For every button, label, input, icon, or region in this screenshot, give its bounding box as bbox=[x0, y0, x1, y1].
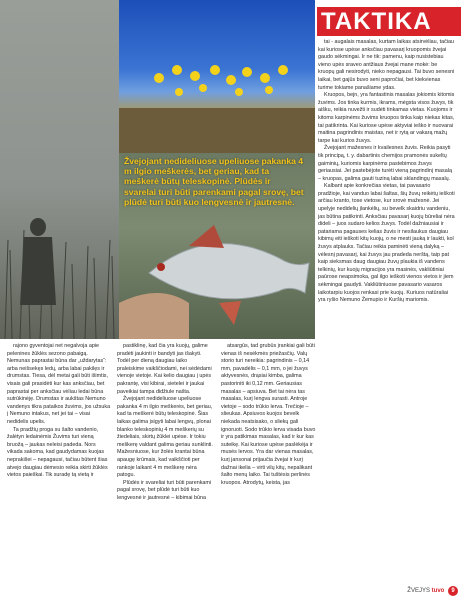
bottom-column-1 bbox=[7, 343, 111, 589]
page-number: 9 bbox=[448, 586, 458, 596]
paragraph: Žvejojant nedideliuose upeliuose pakanka 4 m ilgio meškerės, bet geriau, kad ta meškerė būtų teleskopinė. Šias laikas galima įsigyti labai lengvų, plonai blanko teleskopinių 4 m meškerių su žiedeliais, skirtų žūklei upėse. Ir tokiu meškerę valdant galima geriau sunklinti. Mažesniuose, kur žolės krantai būna apaugę krūmais, kad vaikščioti per rankoje laikant 4 m meškerę nėra patogu. bbox=[117, 396, 213, 479]
paragraph: Kalbant apie konkrečias vietas, tai pavasario pradžioje, kai vanduo labai šaltas, šių žuvų reikėtų ieškoti arčiau kranto, tose vietose, kur srovė mažesnė. Jei upelyje nedidelių įlankėlių, su bevelk skaidriu vandeniu, jas būtina patikrinti. Anksčiau pavasarį kuojų būreliai nėra dideli – juos sudaro kelios žuvys. Todėl dažniausiai ir patariama pagauses kelias žuvis ir nesilaukus daugiau kibimų eiti ieškoti kitų kuojų, o ne mesti jauką ir laukti, kol žuvys atplauks. Tačiau reikia paminėti vieną dalyką – vėlesnį pavasarį, kai žuvys jau pradeda nerštą, taip pat kaip sieksmas daug daugiau žuvų plaukia iš vandens telkinių, kur kuojų migracijos yra masinės, vakliūtiniai paūrose neapsimoka, gal ilgo ieškoti vienos vietos ir jiem sėkmingai gaudyti. Vakliūtiniuose pavasario vasaros laikotarpiu kuojos renkasi prie kuojų. Kuriuos natūraliai yra ryšio Nemuno Žemupio ir Kuršių mariomis. bbox=[318, 183, 455, 304]
page-footer bbox=[388, 586, 458, 596]
bottom-column-2 bbox=[117, 343, 215, 589]
paragraph: pastiklinę, kad čia yra kuojų, galime pradėti jaukinti ir bandyti jas išakyti. Todėl per dieną daugiau laiko praleiskime vaikščiodami, nei sėdėdami vienoje vietoje. Kai kelio daugiau į upės pakrantę, visi kibirai, sietelei ir jaukai paveikiai tampa didžiule našta. bbox=[117, 343, 212, 395]
paragraph: Žvejojant mažesnes ir kvailesnes žuvis. Reikia pasyti tik principą, t. y. dabartinis chemijos pramonės sukeltų gaiminių, kuriomis karpinėms pastebimos žuvys geriausiai. Jei pastebėjote turėti vieną pagrindinį masalą – kruopas, galima gauti tuziną labai sklandingų masalų. bbox=[318, 145, 452, 182]
angler-silhouette bbox=[14, 215, 62, 305]
right-column bbox=[318, 39, 455, 587]
photo-caption: Žvejojant nedideliuose upeliuose pakanka 4 m ilgio meškerės, bet geriau, kad ta meškerė būtų teleskopinė. Plūdės ir svarelai turi būti parenkami pagal srovę, bet plūdė turi būti kuo lengvesnė ir jautresnė. bbox=[124, 156, 304, 207]
paragraph: Kruopos, bejn, yra fantastinis masalas jokiomis kitomis žuvims. Jos tinka kurmis, ikrams, mėgsta visos žuvys, tik aišku, reikia nuvežti ir sudėti tinkamas vietas. Kuojoms ir kitoms karpinėms žuvims kruopos tinka kaip niekas kitas, tai patikrinta. Kai kuriose upėse aktyviai ieško ir nuovarai maitina pagrindinis maistas, net ir rytą ar vakarą mažų tarpe kai kurios žuvys. bbox=[318, 92, 455, 144]
footer-brand: tuvo bbox=[431, 588, 445, 594]
paragraph: atsargūs, tad grubūs įrankiai gali būti vienas iš nesėkmės priežasčių. Valų storio turi nereikia: pagrindinis – 0,14 mm, pavadėlis – 0,1 mm, o jei žuvys aktyvesnės, drąsiai kimba, galima pastoriniti iki 0,12 mm. Geriausias masalas – apsiuva. Bet tai nėra tas masalas, kurį lengva surasti. Antroje vietoje – sodo trūkio lerva. Trečioje – slieukas. Apsiuvos kuojos bevelk niekada neatsisako, o sliekų gali ignoruoti. Sodo trūkio lerva visada buvo ir yra patikimas masalas, kad ir kur kas suteikę. Kai kuriose upėse paslėkėja ir musės lervos. Yra dar vienas masalas, kurį jansonai prijaučia žvejai ir kurį dažnai ikelia – virti vilų kitų, nepalikant šalto menų laiko. Tai tuštėsis perlinės kruopos. Atrodytų, keista, jas bbox=[221, 343, 316, 486]
paragraph: rajono gyventojai net negalvoja apie pelenines žūklės sezono pabaigą. Nemunas paprastai būna dar „uždarytas“: arba neišsekęs ledų, arba labai pakilęs ir drumstas. Tiesa, dėl metai gali būti išimtis, visais gali prasidėti kur kas anksčiau, bet paprastai per anksčiau vėliau ledai būna sutrūkinėję. Drumstas ir aukštas Nemuno vandenys tikra pataikos žuvims, jos užsuka į Nemuno intakus, net jei tai – visai nedidelis upelis. bbox=[7, 343, 111, 425]
paragraph: Ta pradžių proga su šalto vandenio, žalėtyn ledainėmis Žuvims turi vieną bruožą – jaukas neleisi padeda. Nors vikada sakoma, kad gaudydamas kuojas neprakišei – nepagausi, tačiau būtent šias atvejo daugiau dėmesio reikia skirti žūklės vietos paieškai. Tik suradę tą vietą ir bbox=[7, 426, 108, 479]
footer-brand-prefix: ŽVEJYS bbox=[407, 588, 430, 594]
flowers-illustration bbox=[119, 0, 315, 153]
section-tag-taktika: TAKTIKA bbox=[317, 7, 461, 36]
bottom-column-3 bbox=[221, 343, 316, 589]
paragraph: tai - augalais masalas, kurtam laikas atsirvėliau, tačiau kai kuriose upėse anksčiau pavasarį kruopomis žvejai gaudo sėkmingai. Ir ne tik: pamenu, kaip nusistebiau vieno upės sraveo antžiaus žvejai mane mokė: be kruopų gali nesirodyti, nieko nepagausi. Tai buvo senesni laikai, bet gajūs buvo seni papročiai, bet kiekvienas turime tokiame panašiame ydas. bbox=[318, 39, 455, 91]
photo-foggy-riverbank bbox=[0, 0, 119, 339]
photo-coltsfoot-flowers bbox=[119, 0, 315, 153]
paragraph: Plūdės ir svareliai turi būti parenkami pagal srovę, bet plūdė turi būti kuo lengvesnė ir jautresnė – kibimai būna bbox=[117, 479, 212, 501]
